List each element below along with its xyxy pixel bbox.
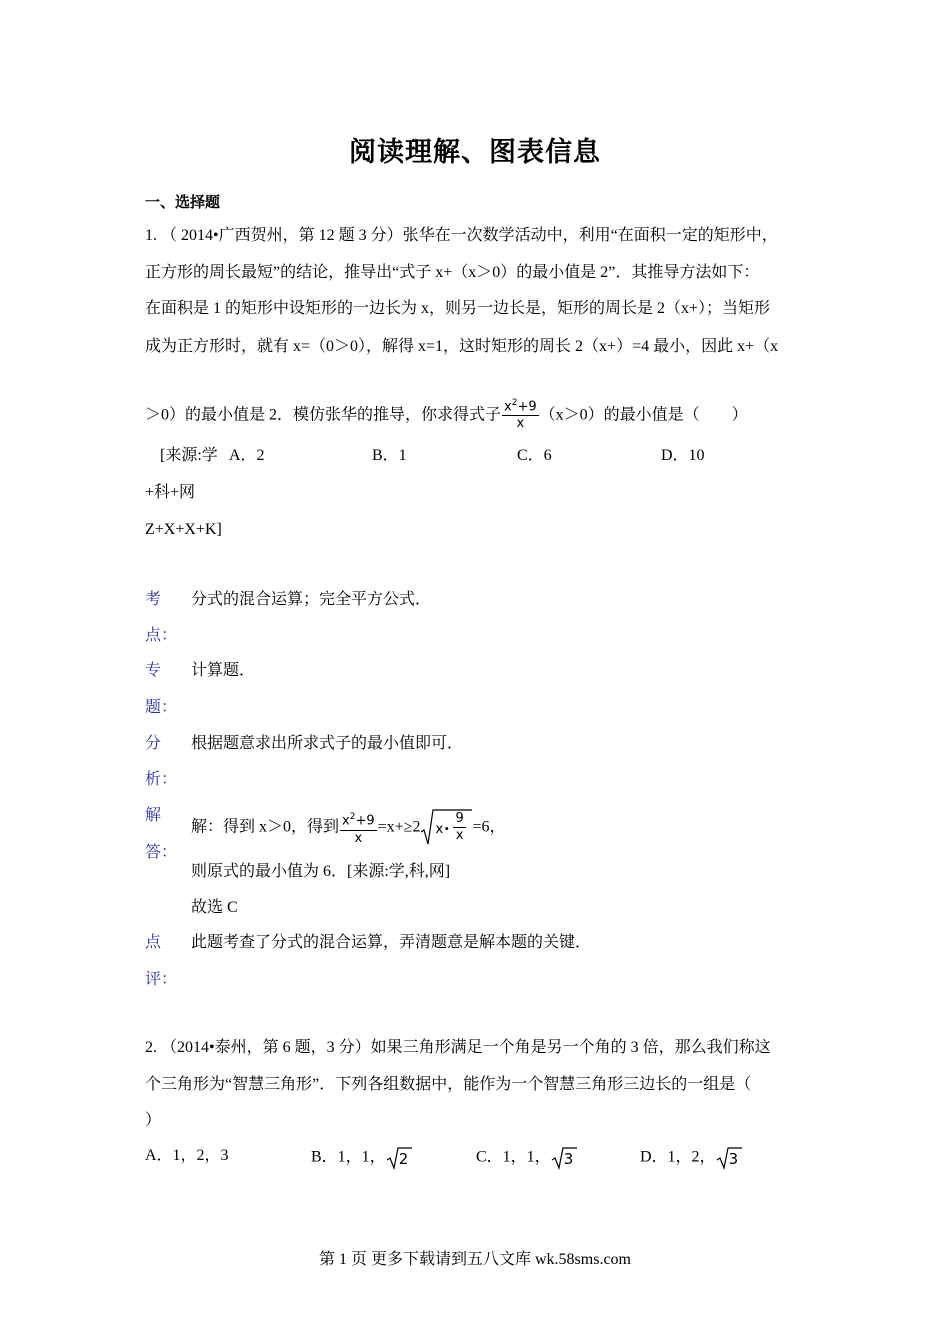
q2-sqrt-d [716,1146,742,1170]
q2-sqrt-c [551,1146,577,1170]
fenxi-text: 根据题意求出所求式子的最小值即可． [191,735,464,752]
q1-frac-plus9: +9 [517,399,537,415]
jieda-frac-sup: 2 [349,812,356,823]
q1-frac-den: x [516,416,525,432]
jieda-line-1 [191,808,505,848]
jieda-frac-den: x [354,830,363,846]
q2-option-a: A．1，2，3 [145,1147,229,1164]
section-heading: 一、选择题 [145,193,221,211]
q2-sqrt-d-radicand: 3 [728,1150,739,1168]
jieda-middle: =x+≥2 [377,818,421,836]
dianping-text: 此题考查了分式的混合运算，弄清题意是解本题的关键． [191,934,592,951]
zhuanti-text: 计算题． [191,662,256,679]
sqrt-fraction [453,811,465,844]
q1-line-1: 1. （ 2014•广西贺州，第 12 题 3 分）张华在一次数学活动中，利用“在面积一定的矩形中， [145,227,778,244]
sqrt-frac-den: x [455,828,464,843]
jieda-fraction [340,809,377,846]
jieda-line-2: 则原式的最小值为 6．[来源:学,科,网] [191,863,451,880]
q1-option-a: A．2 [229,447,265,464]
sqrt-frac-num: 9 [455,811,464,826]
jieda-line-3: 故选 C [191,899,238,916]
kaodian-label-1: 考 [145,591,162,608]
q2-option-b-text: B．1，1， [311,1148,386,1166]
jieda-end: =6， [472,818,506,836]
q1-option-d: D．10 [661,447,705,464]
kaodian-label-2: 点： [145,627,178,644]
page-footer: 第 1 页 更多下载请到五八文库 wk.58sms.com [318,1251,631,1268]
page-title: 阅读理解、图表信息 [349,137,601,168]
q1-source-c: Z+X+X+K] [145,521,222,538]
q2-line-2: 个三角形为“智慧三角形”．下列各组数据中，能作为一个智慧三角形三边长的一组是（ [145,1076,752,1093]
q1-source-b: +科+网 [145,484,196,501]
jieda-label-2: 答： [145,844,178,861]
jieda-label-1: 解 [145,807,162,824]
q1-option-c: C．6 [517,447,552,464]
jieda-frac-x: x [342,813,350,829]
q2-sqrt-c-radicand: 3 [563,1150,574,1168]
sqrt-dot: • [444,821,450,836]
zhuanti-label-2: 题： [145,699,178,716]
q1-line-4: 成为正方形时，就有 x=（0＞0），解得 x=1，这时矩形的周长 2（x+）=4 最小，因此 x+（x [145,338,779,355]
q2-option-b [311,1146,412,1170]
q2-option-c-text: C．1，1， [476,1148,551,1166]
q2-option-c [476,1146,577,1170]
jieda-sqrt [420,808,472,848]
q1-option-b: B．1 [372,447,407,464]
fenxi-label-2: 析： [145,771,178,788]
q2-line-3: ） [145,1112,162,1129]
q1-line-5-start: ＞0）的最小值是 2．模仿张华的推导，你求得式子 [145,406,502,424]
q1-line-5 [145,397,748,434]
fenxi-label-1: 分 [145,735,162,752]
q1-source-a: [来源:学 [160,447,218,464]
q2-option-d [640,1146,742,1170]
q1-frac-x: x [504,399,512,415]
q1-line-2: 正方形的周长最短”的结论，推导出“式子 x+（x＞0）的最小值是 2”．其推导方法如下： [145,264,760,281]
q2-option-d-text: D．1，2， [640,1148,716,1166]
dianping-label-1: 点 [145,934,162,951]
q2-sqrt-b [386,1146,412,1170]
q2-sqrt-b-radicand: 2 [398,1150,409,1168]
q2-line-1: 2. （2014•泰州，第 6 题，3 分）如果三角形满足一个角是另一个角的 3 倍，那么我们称这 [145,1039,771,1056]
kaodian-text: 分式的混合运算；完全平方公式． [191,591,432,608]
q1-frac-sup: 2 [511,398,518,408]
q1-line-5-end: （x＞0）的最小值是（ ） [539,406,748,424]
q1-line-3: 在面积是 1 的矩形中设矩形的一边长为 x，则另一边长是，矩形的周长是 2（x+）；当矩形 [145,300,771,317]
jieda-frac-plus9: +9 [355,813,375,829]
zhuanti-label-1: 专 [145,662,162,679]
dianping-label-2: 评： [145,971,178,988]
sqrt-x: x [435,822,444,837]
jieda-start: 解：得到 x＞0，得到 [191,818,340,836]
q1-fraction [502,395,539,432]
